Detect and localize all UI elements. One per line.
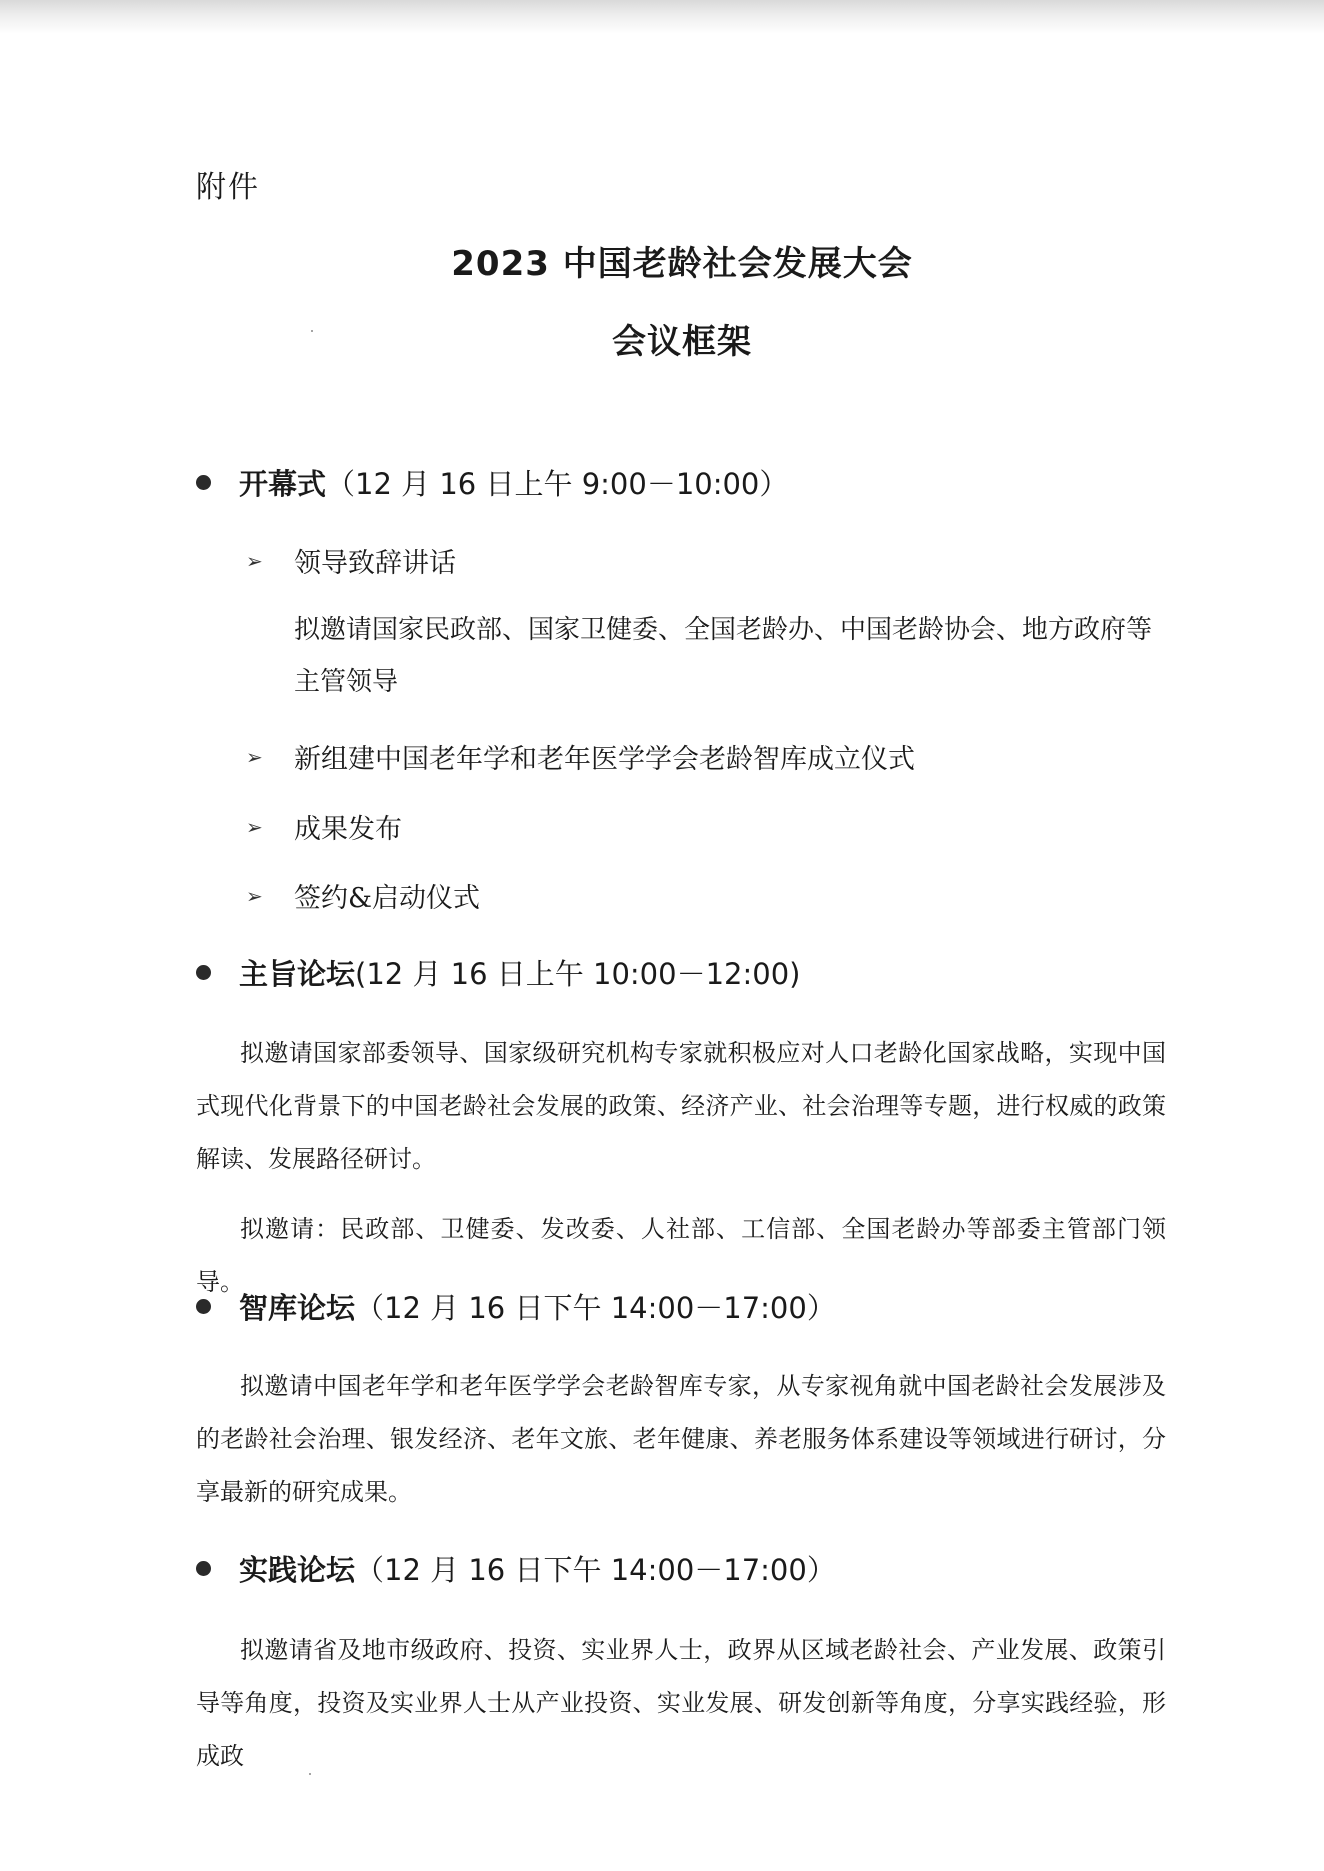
- bullet-icon: [196, 1299, 211, 1314]
- section-practice-heading: [196, 1548, 836, 1589]
- section-title: 主旨论坛: [239, 957, 356, 991]
- agenda-item-label: 成果发布: [294, 814, 402, 845]
- arrow-bullet-icon: ➢: [246, 883, 263, 908]
- section-time: （12 月 16 日下午 14:00－17:00）: [355, 1291, 836, 1325]
- section-time: （12 月 16 日上午 9:00－10:00）: [326, 467, 789, 501]
- section-paragraph: 拟邀请省及地市级政府、投资、实业界人士，政界从区域老龄社会、产业发展、政策引导等角度，投资及实业界人士从产业投资、实业发展、研发创新等角度，分享实践经验，形成政: [196, 1636, 1166, 1770]
- section-time: (12 月 16 日上午 10:00－12:00): [355, 957, 801, 991]
- bullet-icon: [196, 475, 211, 490]
- agenda-item-label: 新组建中国老年学和老年医学学会老龄智库成立仪式: [294, 744, 915, 775]
- section-title: 开幕式: [239, 467, 327, 501]
- agenda-item-label: 领导致辞讲话: [294, 548, 456, 579]
- scan-edge-shadow: [0, 0, 1324, 34]
- bullet-icon: [196, 965, 211, 980]
- agenda-item: [246, 541, 456, 580]
- bullet-icon: [196, 1561, 211, 1576]
- document-title: 2023 中国老龄社会发展大会: [451, 244, 913, 284]
- section-time: （12 月 16 日下午 14:00－17:00）: [355, 1553, 836, 1587]
- attachment-label: 附件: [196, 170, 260, 205]
- section-opening-heading: [196, 462, 788, 503]
- agenda-item: [246, 737, 915, 776]
- arrow-bullet-icon: ➢: [246, 548, 263, 573]
- section-paragraph: 拟邀请：民政部、卫健委、发改委、人社部、工信部、全国老龄办等部委主管部门领导。: [196, 1215, 1166, 1296]
- section-title: 实践论坛: [239, 1553, 356, 1587]
- scan-speck: [311, 330, 313, 332]
- scan-speck: [309, 1773, 311, 1775]
- document-subtitle: 会议框架: [612, 322, 752, 362]
- section-paragraph: 拟邀请中国老年学和老年医学学会老龄智库专家，从专家视角就中国老龄社会发展涉及的老龄社会治理、银发经济、老年文旅、老年健康、养老服务体系建设等领域进行研讨，分享最新的研究成果。: [196, 1372, 1166, 1506]
- agenda-item-label: 签约&启动仪式: [294, 883, 481, 914]
- arrow-bullet-icon: ➢: [246, 814, 263, 839]
- section-keynote-heading: [196, 952, 800, 993]
- section-thinktank-heading: [196, 1286, 836, 1327]
- agenda-item-description: 拟邀请国家民政部、国家卫健委、全国老龄办、中国老龄协会、地方政府等主管领导: [294, 615, 1153, 697]
- agenda-item: [246, 876, 480, 915]
- agenda-item: [246, 807, 402, 846]
- arrow-bullet-icon: ➢: [246, 744, 263, 769]
- section-title: 智库论坛: [239, 1291, 356, 1325]
- section-paragraph: 拟邀请国家部委领导、国家级研究机构专家就积极应对人口老龄化国家战略，实现中国式现代化背景下的中国老龄社会发展的政策、经济产业、社会治理等专题，进行权威的政策解读、发展路径研讨。: [196, 1039, 1166, 1173]
